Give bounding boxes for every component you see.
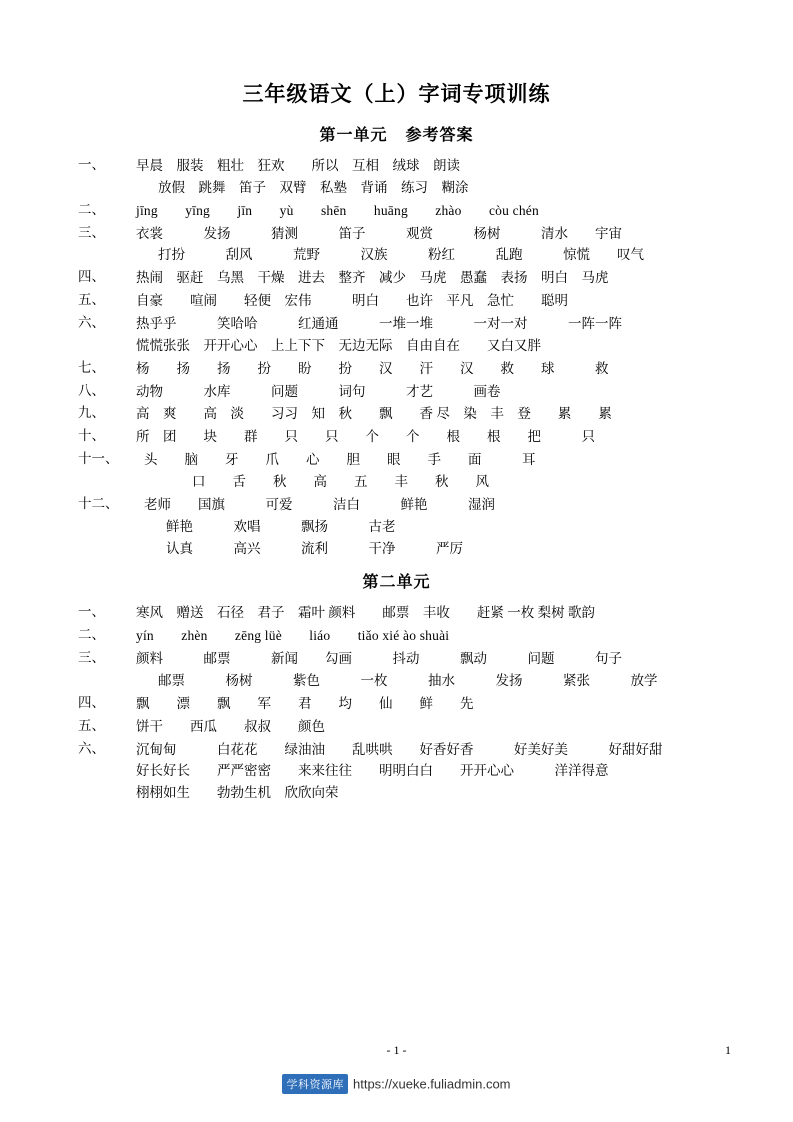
question-row: [78, 739, 715, 805]
answer-line: 自豪 喧闹 轻便 宏伟 明白 也许 平凡 急忙 聪明: [136, 293, 568, 309]
question-body: [136, 739, 715, 805]
question-row: [78, 155, 715, 199]
question-number: 六、: [78, 315, 105, 331]
question-body: [136, 403, 715, 425]
question-row: [78, 716, 715, 738]
question-row: [78, 449, 715, 493]
question-number: 十一、: [78, 451, 119, 467]
answer-line: 杨 扬 扬 扮 盼 扮 汉 汗 汉 救 球 救: [136, 360, 609, 376]
answer-line: 飘 漂 飘 军 君 均 仙 鲜 先: [136, 695, 474, 711]
question-number: 三、: [78, 650, 105, 666]
answer-line: 头 脑 牙 爪 心 胆 眼 手 面 耳: [144, 452, 536, 468]
question-number: 一、: [78, 604, 105, 620]
answer-line: 颜料 邮票 新闻 勾画 抖动 飘动 问题 句子: [136, 651, 622, 667]
answer-line: 热乎乎 笑哈哈 红通通 一堆一堆 一对一对 一阵一阵: [136, 316, 622, 332]
question-row: [78, 648, 715, 692]
question-number: 八、: [78, 382, 105, 398]
answer-line: 饼干 西瓜 叔叔 颜色: [136, 718, 325, 734]
answer-line: 动物 水库 问题 词句 才艺 画卷: [136, 383, 501, 399]
answer-line: 热闹 驱赶 乌黑 干燥 进去 整齐 减少 马虎 愚蠢 表扬 明白 马虎: [136, 270, 609, 286]
question-number: 六、: [78, 740, 105, 756]
page-right-marker: 1: [725, 1043, 731, 1057]
question-number: 九、: [78, 405, 105, 421]
question-row: [78, 693, 715, 715]
question-body: [136, 313, 715, 357]
question-row: [78, 358, 715, 380]
unit-1-subtitle: 参考答案: [405, 127, 474, 144]
question-number: 七、: [78, 359, 105, 375]
question-body: [144, 494, 715, 560]
unit-1-title: 第一单元: [319, 127, 388, 144]
unit-heading-2: [78, 569, 715, 592]
answer-line: 慌慌张张 开开心心 上上下下 无边无际 自由自在 又白又胖: [136, 337, 541, 353]
question-row: [78, 267, 715, 289]
question-body: [136, 290, 715, 312]
question-number: 四、: [78, 269, 105, 285]
answer-line: 寒风 赠送 石径 君子 霜叶 颜料 邮票 丰收 赶紧 一枚 梨树 歌韵: [136, 605, 595, 621]
question-row: [78, 313, 715, 357]
question-number: 二、: [78, 627, 105, 643]
question-number: 五、: [78, 717, 105, 733]
watermark-url: https://xueke.fuliadmin.com: [352, 1076, 511, 1092]
answer-line: 邮票 杨树 紫色 一枚 抽水 发扬 紧张 放学: [158, 673, 658, 689]
question-row: [78, 200, 715, 222]
question-body: [136, 602, 715, 624]
question-body: [136, 358, 715, 380]
question-body: [136, 267, 715, 289]
answer-line: 口 舌 秋 高 五 丰 秋 风: [192, 474, 489, 490]
question-row: [78, 494, 715, 560]
answer-line: 鲜艳 欢唱 飘扬 古老: [166, 518, 396, 534]
question-row: [78, 223, 715, 267]
question-row: [78, 602, 715, 624]
answer-line: 衣裳 发扬 猜测 笛子 观赏 杨树 清水 宇宙: [136, 225, 622, 241]
question-body: [136, 223, 715, 267]
page-title: 三年级语文（上）字词专项训练: [242, 82, 551, 106]
answer-line-pinyin: yín zhèn zēng lüè liáo tiǎo xié ào shuài: [136, 628, 450, 644]
question-body: [136, 648, 715, 692]
question-number: 二、: [78, 201, 105, 217]
answer-line: 放假 跳舞 笛子 双臂 私塾 背诵 练习 糊涂: [158, 179, 469, 195]
question-body: [136, 426, 715, 448]
answer-line-pinyin: jīng yīng jīn yù shēn huāng zhào còu chén: [136, 202, 539, 218]
question-row: [78, 426, 715, 448]
question-row: [78, 625, 715, 647]
answer-line: 认真 高兴 流利 干净 严厉: [166, 540, 463, 556]
question-body: [136, 155, 715, 199]
unit-heading-1: [78, 122, 715, 145]
question-body: [136, 716, 715, 738]
question-body: [144, 449, 715, 493]
answer-line: 老师 国旗 可爱 洁白 鲜艳 湿润: [144, 496, 495, 512]
answer-line: 好长好长 严严密密 来来往往 明明白白 开开心心 洋洋得意: [136, 763, 609, 779]
question-body: [136, 200, 715, 222]
question-number: 四、: [78, 694, 105, 710]
answer-line: 所 团 块 群 只 只 个 个 根 根 把 只: [136, 429, 595, 445]
answer-line: 栩栩如生 勃勃生机 欣欣向荣: [136, 785, 339, 801]
question-number: 十、: [78, 428, 105, 444]
question-body: [136, 625, 715, 647]
question-body: [136, 381, 715, 403]
question-row: [78, 381, 715, 403]
watermark: [0, 1074, 793, 1094]
answer-line: 打扮 刮风 荒野 汉族 粉红 乱跑 惊慌 叹气: [158, 247, 644, 263]
answer-line: 高 爽 高 淡 习习 知 秋 飘 香 尽 染 丰 登 累 累: [136, 406, 612, 422]
page-footer-number: - 1 -: [386, 1043, 407, 1057]
question-number: 五、: [78, 292, 105, 308]
question-row: [78, 290, 715, 312]
question-number: 三、: [78, 224, 105, 240]
answer-line: 沉甸甸 白花花 绿油油 乱哄哄 好香好香 好美好美 好甜好甜: [136, 741, 663, 757]
watermark-logo: 学科资源库: [282, 1074, 348, 1094]
question-number: 一、: [78, 157, 105, 172]
question-body: [136, 693, 715, 715]
question-row: [78, 403, 715, 425]
question-number: 十二、: [78, 495, 119, 511]
answer-line: 早晨 服装 粗壮 狂欢 所以 互相 绒球 朗读: [136, 158, 460, 173]
unit-2-title: 第二单元: [362, 574, 431, 592]
